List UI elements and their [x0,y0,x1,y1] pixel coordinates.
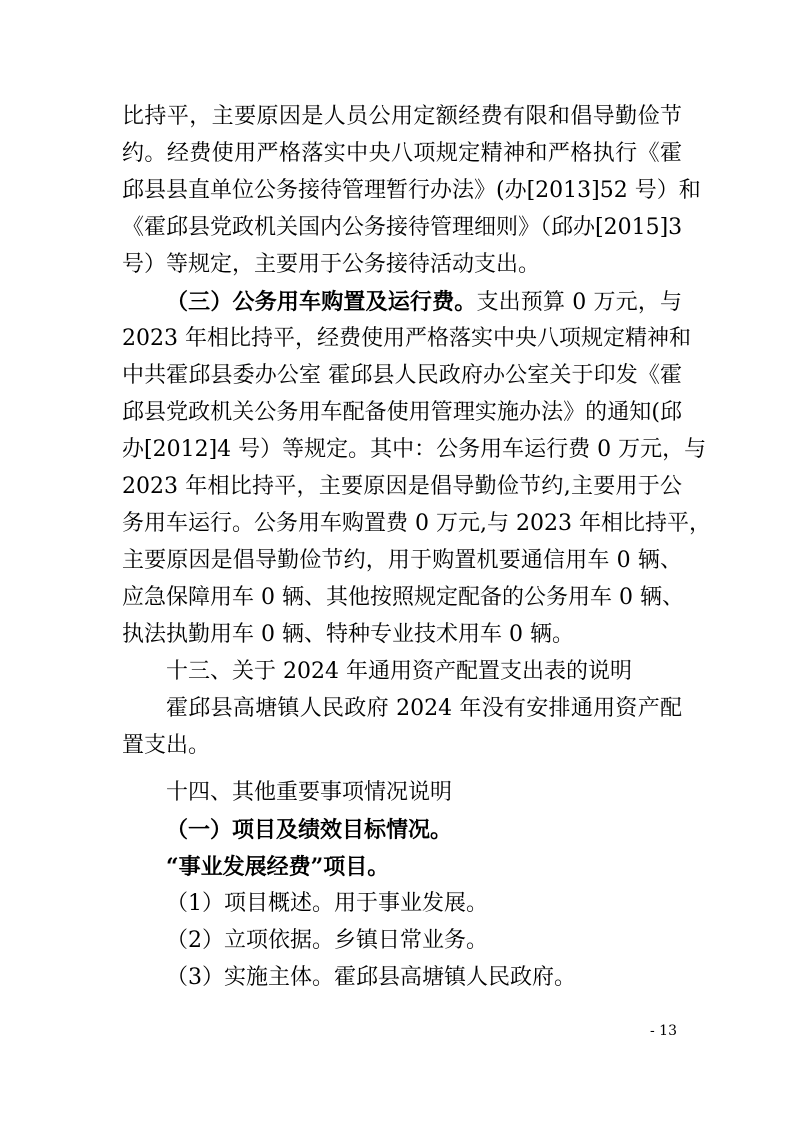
paragraph-line: 约。经费使用严格落实中央八项规定精神和严格执行《霍 [122,141,682,166]
paragraph-line: 置支出。 [122,733,211,758]
subsection-heading: （一）项目及绩效目标情况。 [166,817,453,843]
paragraph-line: 执法执勤用车 0 辆、特种专业技术用车 0 辆。 [122,622,574,647]
paragraph-line: 2023 年相比持平，经费使用严格落实中央八项规定精神和 [122,326,691,351]
paragraph-line: 办[2012]4 号）等规定。其中：公务用车运行费 0 万元，与 [122,437,707,462]
paragraph-line: 应急保障用车 0 辆、其他按照规定配备的公务用车 0 辆、 [122,585,684,610]
page-number: - 13 [650,1023,677,1039]
paragraph-line: 邱县党政机关公务用车配备使用管理实施办法》的通知(邱 [122,400,682,425]
paragraph-line: 务用车运行。公务用车购置费 0 万元,与 2023 年相比持平， [122,511,711,536]
paragraph-line: 《霍邱县党政机关国内公务接待管理细则》（邱办[2015]3 [122,215,683,240]
paragraph-line: 中共霍邱县委办公室 霍邱县人民政府办公室关于印发《霍 [122,363,682,388]
section-14-title: 十四、其他重要事项情况说明 [166,780,453,805]
list-item: （2）立项依据。乡镇日常业务。 [166,928,488,953]
section-13-title: 十三、关于 2024 年通用资产配置支出表的说明 [166,659,632,684]
paragraph-line: 2023 年相比持平，主要原因是倡导勤俭节约,主要用于公 [122,474,682,499]
paragraph-line: 比持平，主要原因是人员公用定额经费有限和倡导勤俭节 [122,104,682,129]
paragraph-line: 主要原因是倡导勤俭节约，用于购置机要通信用车 0 辆、 [122,548,682,573]
paragraph-line: 号）等规定，主要用于公务接待活动支出。 [122,252,541,277]
section-3-first-text: 支出预算 0 万元，与 [476,290,682,315]
paragraph-line: 邱县县直单位公务接待管理暂行办法》(办[2013]52 号）和 [122,178,701,203]
project-heading: “事业发展经费”项目。 [166,854,390,880]
list-item: （1）项目概述。用于事业发展。 [166,891,488,916]
section-3-first-line [166,285,682,320]
section-3-heading: （三）公务用车购置及运行费。 [166,289,477,315]
list-item: （3）实施主体。霍邱县高塘镇人民政府。 [166,965,576,990]
paragraph-line: 霍邱县高塘镇人民政府 2024 年没有安排通用资产配 [166,696,682,721]
